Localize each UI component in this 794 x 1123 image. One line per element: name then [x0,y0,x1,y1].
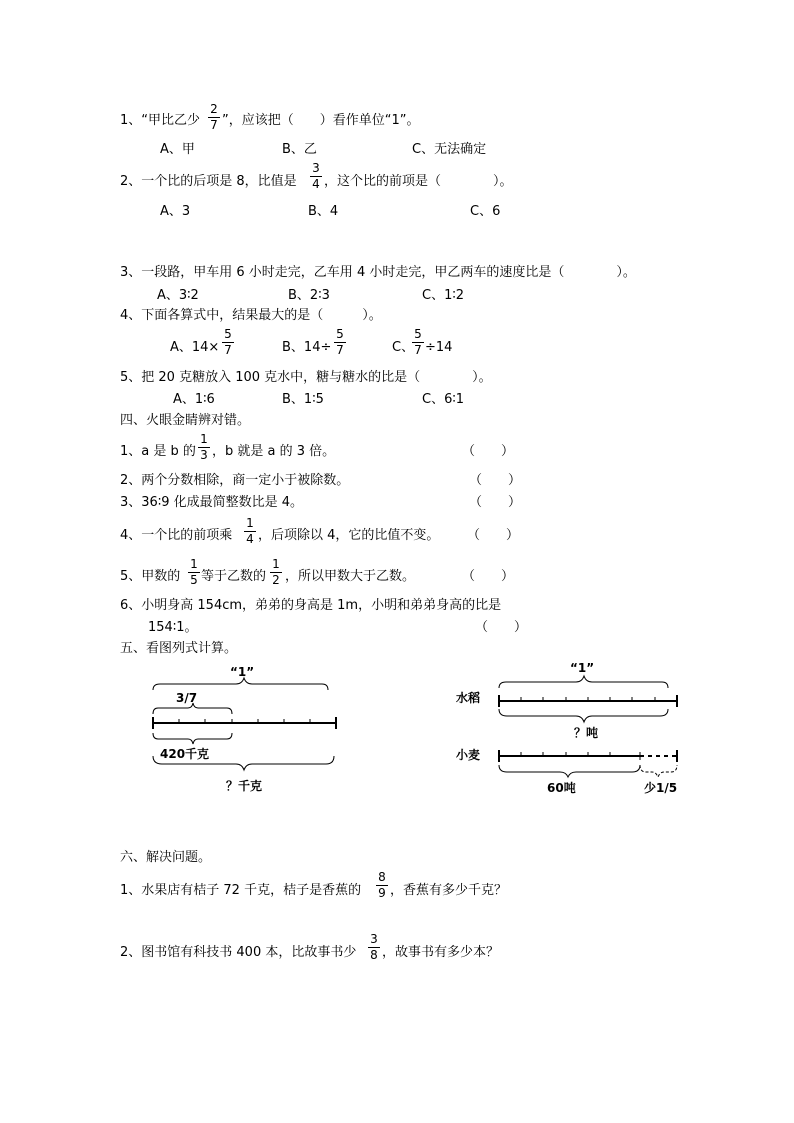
q2-option-a: A、3 [160,204,191,219]
q5-option-c: C、6∶1 [422,392,465,407]
q3-option-a: A、3∶2 [157,288,199,303]
judge5-mid: 等于乙数的 [201,569,267,584]
q4-a-fraction: 5 7 [222,328,234,357]
q4-b-fraction: 5 7 [334,328,346,357]
q2-pre: 2、一个比的后项是 8，比值是 [120,174,297,189]
judge4-answer-paren: （ ） [467,528,520,543]
q1-option-a: A、甲 [160,142,195,157]
judge3-answer-paren: （ ） [469,495,522,510]
judge4-fraction: 1 4 [244,517,256,546]
problem2-fraction: 3 8 [368,933,380,962]
problem1-fraction: 8 9 [376,871,388,900]
judge6-line2: 154∶1。 [148,620,198,635]
q4-option-c: C、 [392,340,415,355]
q4-text: 4、下面各算式中，结果最大的是（ ）。 [120,308,382,323]
q2-option-b: B、4 [308,204,339,219]
judge2-text: 2、两个分数相除，商一定小于被除数。 [120,473,350,488]
left-fraction-label: 3/7 [176,691,198,705]
right-less-label: 少1/5 [644,781,678,795]
left-question-label: ？千克 [226,779,263,793]
judge1-answer-paren: （ ） [462,444,515,459]
judge5-pre: 5、甲数的 [120,569,181,584]
judge3-text: 3、36∶9 化成最简整数比是 4。 [120,495,304,510]
q3-option-b: B、2∶3 [288,288,330,303]
q3-text: 3、一段路，甲车用 6 小时走完，乙车用 4 小时走完，甲乙两车的速度比是（ ）。 [120,265,636,280]
section4-title: 四、火眼金睛辨对错。 [120,413,251,428]
judge5-post: ，所以甲数大于乙数。 [285,569,416,584]
q5-option-a: A、1∶6 [173,392,215,407]
judge2-answer-paren: （ ） [469,473,522,488]
q1-pre: 1、“甲比乙少 [120,113,201,128]
q1-post: ”，应该把（ ）看作单位“1”。 [222,113,420,128]
judge6-answer-paren: （ ） [475,620,528,635]
right-unit-label: “1” [570,661,595,675]
judge5-answer-paren: （ ） [462,569,515,584]
right-known-label: 60吨 [547,781,576,795]
right-question-label: ？吨 [574,726,599,740]
judge1-pre: 1、a 是 b 的 [120,444,196,459]
judge5-fraction-1: 1 5 [188,558,200,587]
q5-text: 5、把 20 克糖放入 100 克水中，糖与糖水的比是（ ）。 [120,370,492,385]
q1-option-b: B、乙 [282,142,317,157]
q2-fraction: 3 4 [310,162,322,191]
q2-post: ，这个比的前项是（ ）。 [324,174,513,189]
q4-option-a: A、14× [170,340,220,355]
problem1-pre: 1、水果店有桔子 72 千克，桔子是香蕉的 [120,883,362,898]
left-known-label: 420千克 [160,747,210,761]
judge1-fraction: 1 3 [198,433,210,462]
q5-option-b: B、1∶5 [282,392,324,407]
problem2-post: ，故事书有多少本？ [382,945,500,960]
judge6-line1: 6、小明身高 154cm，弟弟的身高是 1m，小明和弟弟身高的比是 [120,598,502,613]
q1-fraction: 2 7 [208,103,220,132]
q3-option-c: C、1∶2 [422,288,465,303]
section6-title: 六、解决问题。 [120,850,212,865]
judge1-post: ，b 就是 a 的 3 倍。 [212,444,336,459]
judge4-pre: 4、一个比的前项乘 [120,528,233,543]
judge5-fraction-2: 1 2 [270,558,282,587]
rice-label: 水稻 [456,691,481,705]
q4-option-b: B、14÷ [282,340,332,355]
left-unit-label: “1” [230,665,255,679]
section5-title: 五、看图列式计算。 [120,641,238,656]
q4-c-fraction: 5 7 [412,328,424,357]
problem2-pre: 2、图书馆有科技书 400 本，比故事书少 [120,945,357,960]
problem1-post: ，香蕉有多少千克？ [390,883,508,898]
q1-option-c: C、无法确定 [412,142,487,157]
q2-option-c: C、6 [470,204,501,219]
q4-option-c-post: ÷14 [425,340,453,355]
judge4-post: ，后项除以 4，它的比值不变。 [258,528,440,543]
wheat-label: 小麦 [456,748,481,762]
